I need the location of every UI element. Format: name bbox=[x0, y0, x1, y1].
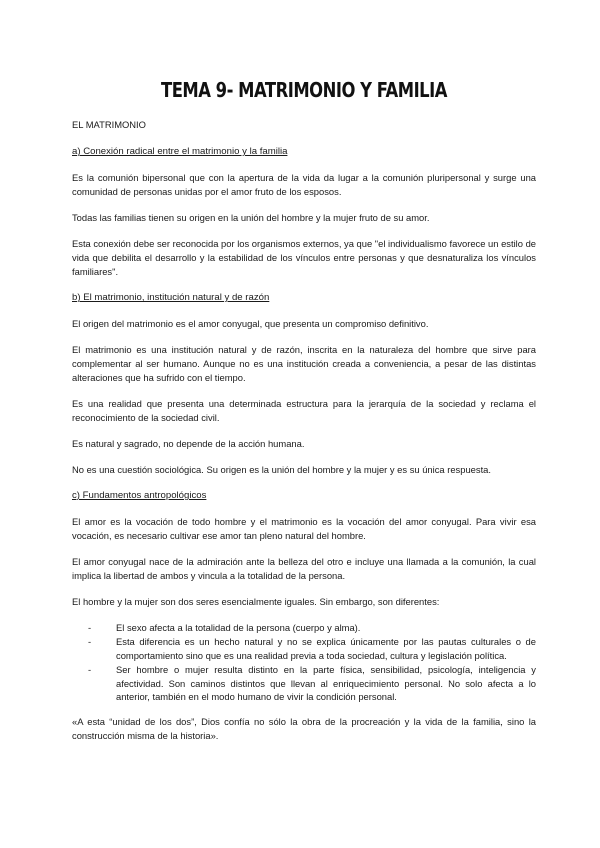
paragraph: El amor es la vocación de todo hombre y el matrimonio es la vocación del amor conyugal. Para vivir esa vocación, es necesario cultivar ese amor tan pleno natural del hombre. bbox=[72, 516, 536, 541]
paragraph: Es una realidad que presenta una determinada estructura para la jerarquía de la sociedad y reclama el reconocimiento de la sociedad civil. bbox=[72, 398, 536, 423]
section-c bbox=[72, 489, 536, 743]
paragraph: Esta conexión debe ser reconocida por los organismos externos, ya que "el individualismo favorece un estilo de vida que debilita el desarrollo y la estabilidad de los vínculos entre personas y que desnaturaliza los vínculos familiares". bbox=[72, 238, 537, 277]
paragraph: No es una cuestión sociológica. Su origen es la unión del hombre y la mujer y es su única respuesta. bbox=[72, 464, 491, 475]
section-label: EL MATRIMONIO bbox=[72, 119, 146, 130]
list-item: - Esta diferencia es un hecho natural y no se explica únicamente por las pautas culturales o de comportamiento sino que es una realidad previa a toda sociedad, cultura y legislación política. bbox=[86, 635, 536, 662]
paragraph: El hombre y la mujer son dos seres esencialmente iguales. Sin embargo, son diferentes: bbox=[72, 596, 440, 607]
paragraph: El matrimonio es una institución natural y de razón, inscrita en la naturaleza del hombre que sirve para complementar al ser humano. Aunque no es una institución creada a conveniencia, a pesar de las distintas alteraciones que ha sufrido con el tiempo. bbox=[72, 344, 536, 383]
paragraph: Todas las familias tienen su origen en la unión del hombre y la mujer fruto de su amor. bbox=[72, 212, 430, 223]
section-heading: c) Fundamentos antropológicos bbox=[72, 490, 207, 501]
list-item: - Ser hombre o mujer resulta distinto en la parte física, sensibilidad, psicología, inteligencia y afectividad. Son caminos distintos que llevan al enriquecimiento personal. No solo afecta a lo anterior, también en el modo humano de vivir la condición personal. bbox=[86, 663, 536, 703]
page-title: TEMA 9- MATRIMONIO Y FAMILIA bbox=[161, 78, 447, 102]
section-heading: a) Conexión radical entre el matrimonio y la familia bbox=[72, 146, 288, 157]
paragraph: Es natural y sagrado, no depende de la acción humana. bbox=[72, 438, 305, 449]
closing-quote: «A esta “unidad de los dos”, Dios confía no sólo la obra de la procreación y la vida de la familia, sino la construcción misma de la historia». bbox=[72, 716, 536, 742]
paragraph: El origen del matrimonio es el amor conyugal, que presenta un compromiso definitivo. bbox=[72, 318, 429, 329]
section-b bbox=[72, 291, 536, 477]
list-item: - El sexo afecta a la totalidad de la persona (cuerpo y alma). bbox=[86, 621, 536, 634]
section-a bbox=[72, 145, 536, 279]
difference-list bbox=[72, 621, 536, 703]
section-heading: b) El matrimonio, institución natural y de razón bbox=[72, 292, 270, 303]
paragraph: El amor conyugal nace de la admiración ante la belleza del otro e incluye una llamada a la comunión, la cual implica la libertad de ambos y vincula a la totalidad de la persona. bbox=[72, 556, 536, 581]
paragraph: Es la comunión bipersonal que con la apertura de la vida da lugar a la comunión pluripersonal y surge una comunidad de personas unidas por el amor fruto de los esposos. bbox=[72, 172, 536, 197]
